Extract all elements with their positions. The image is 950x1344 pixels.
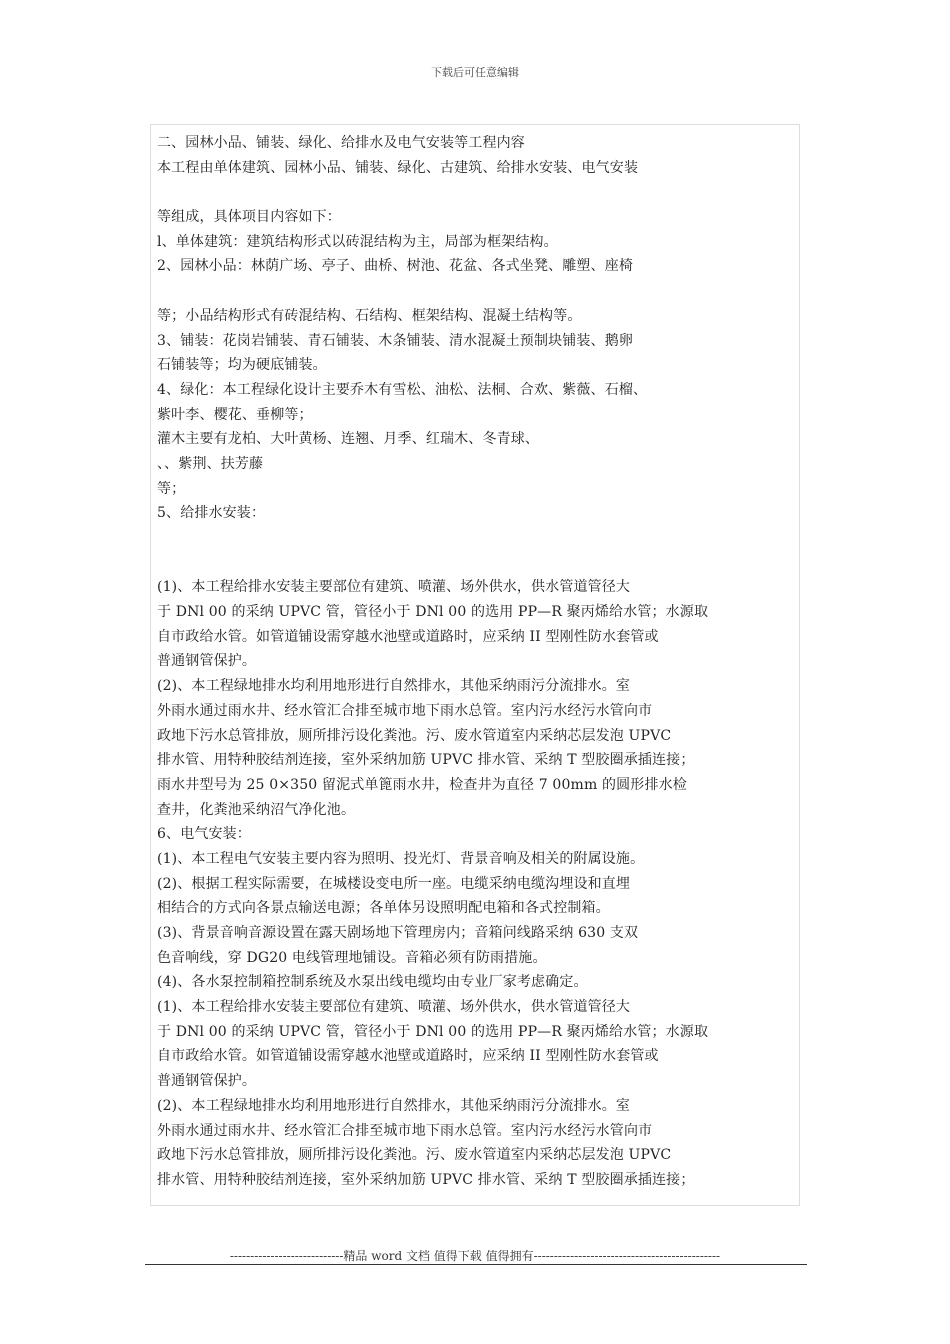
text-line: 外雨水通过雨水井、经水管汇合排至城市地下雨水总管。室内污水经污水管向市 [157, 1122, 653, 1139]
text-line: 4、绿化：本工程绿化设计主要乔木有雪松、油松、法桐、合欢、紫薇、石榴、 [157, 381, 648, 398]
document-body [157, 131, 793, 1193]
text-line: 等组成，具体项目内容如下： [157, 209, 341, 226]
text-line: 自市政给水管。如管道铺设需穿越水池壁或道路时，应采纳 II 型刚性防水套管或 [157, 628, 659, 645]
text-line: 自市政给水管。如管道铺设需穿越水池壁或道路时，应采纳 II 型刚性防水套管或 [157, 1048, 659, 1065]
text-line: 排水管、用特种胶结剂连接，室外采纳加筋 UPVC 排水管、采纳 T 型胶圈承插连接； [157, 1171, 695, 1188]
blank-line [157, 526, 793, 551]
blank-line [157, 180, 793, 205]
text-line: (1)、本工程给排水安装主要部位有建筑、喷灌、场外供水，供水管道管径大 [157, 579, 631, 596]
text-line: 排水管、用特种胶结剂连接，室外采纳加筋 UPVC 排水管、采纳 T 型胶圈承插连接； [157, 752, 695, 769]
text-line: 普通钢管保护。 [157, 1073, 257, 1090]
blank-line [157, 551, 793, 576]
text-line: 、、紫荆、扶芳藤 [157, 455, 264, 472]
text-line: (1)、本工程给排水安装主要部位有建筑、喷灌、场外供水，供水管道管径大 [157, 999, 631, 1016]
text-line: 二、园林小品、铺装、绿化、给排水及电气安装等工程内容 [157, 135, 525, 151]
text-line: 于 DNl 00 的采纳 UPVC 管，管径小于 DNl 00 的选用 PP—R 聚丙烯给水管；水源取 [157, 604, 709, 621]
text-line: 紫叶李、樱花、垂柳等； [157, 406, 313, 423]
text-line: 本工程由单体建筑、园林小品、铺装、绿化、古建筑、给排水安装、电气安装 [157, 159, 639, 176]
text-line: 相结合的方式向各景点输送电源；各单体另设照明配电箱和各式控制箱。 [157, 900, 610, 917]
text-line: (4)、各水泵控制箱控制系统及水泵出线电缆均由专业厂家考虑确定。 [157, 974, 588, 991]
page-footer: ----------------------------精品 word 文档 值得下载 值得拥有---------------------------------------------- [229, 1249, 721, 1263]
text-line: 普通钢管保护。 [157, 653, 257, 670]
page-header: 下载后可任意编辑 [431, 66, 519, 79]
text-line: (2)、本工程绿地排水均利用地形进行自然排水，其他采纳雨污分流排水。室 [157, 1097, 631, 1114]
text-line: 等； [157, 480, 186, 497]
text-line: 于 DNl 00 的采纳 UPVC 管，管径小于 DNl 00 的选用 PP—R 聚丙烯给水管；水源取 [157, 1023, 709, 1040]
text-line: 石铺装等；均为硬底铺装。 [157, 357, 327, 374]
text-line: (2)、本工程绿地排水均利用地形进行自然排水，其他采纳雨污分流排水。室 [157, 678, 631, 695]
text-line: 外雨水通过雨水井、经水管汇合排至城市地下雨水总管。室内污水经污水管向市 [157, 702, 653, 719]
footer-rule [145, 1264, 807, 1265]
text-line: (2)、根据工程实际需要，在城楼设变电所一座。电缆采纳电缆沟埋设和直埋 [157, 875, 631, 892]
text-line: 3、铺装：花岗岩铺装、青石铺装、木条铺装、清水混凝土预制块铺装、鹅卵 [157, 332, 634, 349]
text-line: (1)、本工程电气安装主要内容为照明、投光灯、背景音响及相关的附属设施。 [157, 850, 645, 867]
text-line: 2、园林小品：林荫广场、亭子、曲桥、树池、花盆、各式坐凳、雕塑、座椅 [157, 258, 634, 275]
text-line: 6、电气安装： [157, 826, 251, 843]
blank-line [157, 279, 793, 304]
text-line: 政地下污水总管排放，厕所排污设化粪池。污、废水管道室内采纳芯层发泡 UPVC [157, 1147, 672, 1164]
text-line: 等；小品结构形式有砖混结构、石结构、框架结构、混凝土结构等。 [157, 307, 582, 324]
text-line: 灌木主要有龙柏、大叶黄杨、连翘、月季、红瑞木、冬青球、 [157, 431, 540, 448]
text-line: 5、给排水安装： [157, 505, 266, 522]
text-line: 政地下污水总管排放，厕所排污设化粪池。污、废水管道室内采纳芯层发泡 UPVC [157, 727, 672, 744]
text-line: 色音响线，穿 DG20 电线管理地铺设。音箱必须有防雨措施。 [157, 949, 547, 966]
text-line: (3)、背景音响音源设置在露天剧场地下管理房内；音箱问线路采纳 630 支双 [157, 925, 639, 941]
text-line: l、单体建筑：建筑结构形式以砖混结构为主，局部为框架结构。 [157, 233, 558, 250]
text-line: 雨水井型号为 25 0×350 留泥式单篦雨水井，检查井为直径 7 00mm 的圆形排水检 [157, 776, 687, 793]
text-line: 查井，化粪池采纳沼气净化池。 [157, 801, 356, 818]
